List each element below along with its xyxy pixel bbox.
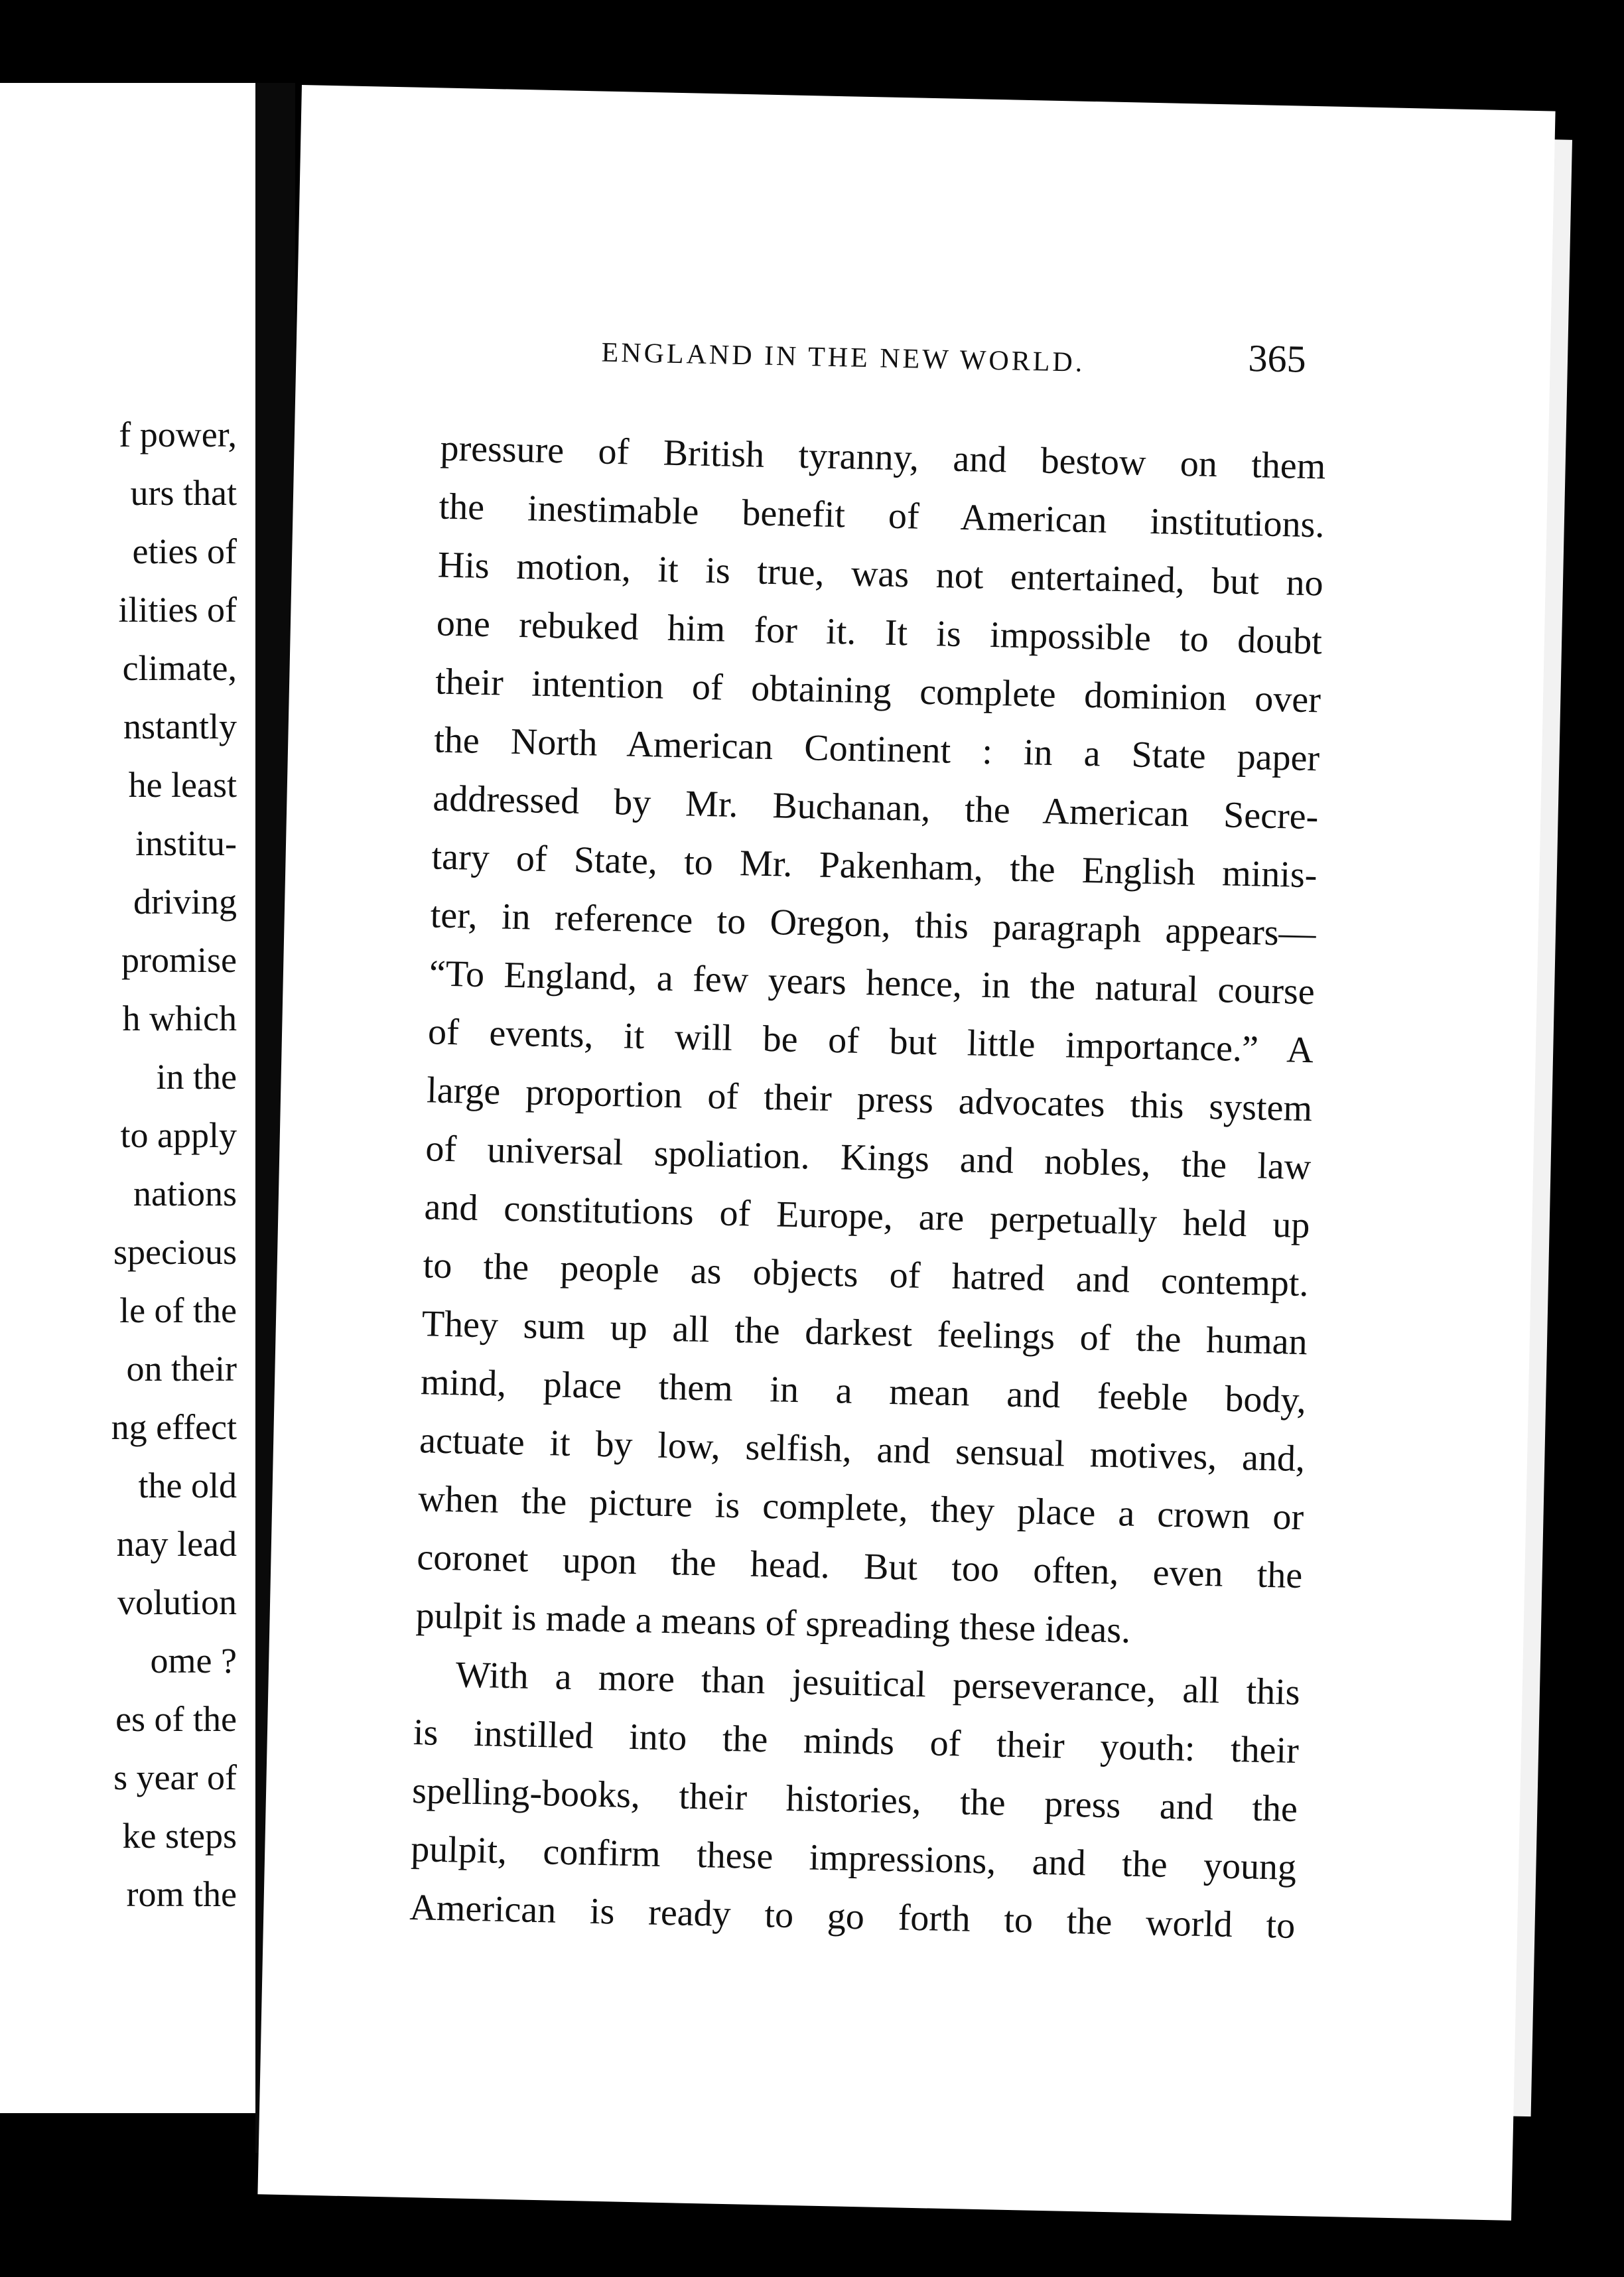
body-line: With a more than jesuitical perseverance, all this [455, 1654, 1301, 1714]
body-line: when the picture is complete, they place a crown or [417, 1478, 1304, 1539]
left-page-line: climate, [122, 648, 237, 688]
left-page-line: rom the [126, 1874, 237, 1914]
body-line: pulpit, confirm these impressions, and the young [410, 1828, 1297, 1888]
left-page-line: he least [128, 765, 237, 805]
left-page-line: institu- [135, 823, 237, 863]
left-page-line: eties of [132, 531, 237, 571]
body-line: large proportion of their press advocates this system [426, 1070, 1313, 1130]
body-line: the North American Continent : in a State paper [433, 719, 1320, 780]
left-page-line: h which [122, 999, 237, 1038]
left-page-line: to apply [120, 1115, 237, 1155]
body-line: the inestimable benefit of American institutions. [439, 486, 1325, 546]
body-line: ter, in reference to Oregon, this paragraph appears— [430, 894, 1317, 955]
body-line: “To England, a few years hence, in the natural course [429, 953, 1316, 1013]
body-line: to the people as objects of hatred and contempt. [423, 1245, 1310, 1305]
body-line: mind, place them in a mean and feeble body, [420, 1361, 1307, 1422]
right-page [257, 85, 1555, 2221]
body-line: pulpit is made a means of spreading these ideas. [415, 1595, 1131, 1651]
left-page-line: nay lead [116, 1524, 237, 1564]
left-page-line: in the [156, 1057, 237, 1097]
body-line: one rebuked him for it. It is impossible to doubt [436, 602, 1323, 663]
left-page-line: ke steps [122, 1816, 237, 1856]
left-page [0, 83, 255, 2113]
running-head: ENGLAND IN THE NEW WORLD. [601, 337, 1085, 378]
left-page-line: es of the [115, 1699, 237, 1739]
left-page-line: specious [113, 1232, 237, 1272]
left-page-line: nations [133, 1174, 237, 1213]
body-line: coronet upon the head. But too often, even the [416, 1537, 1303, 1597]
body-line: of events, it will be of but little importance.” A [427, 1011, 1314, 1071]
left-page-line: promise [121, 940, 237, 980]
body-line: and constitutions of Europe, are perpetually held up [423, 1186, 1310, 1247]
left-page-line: on their [126, 1349, 237, 1389]
left-page-line: le of the [119, 1290, 237, 1330]
body-line: They sum up all the darkest feelings of the human [421, 1303, 1308, 1363]
left-page-line: ng effect [111, 1407, 237, 1447]
left-page-line: nstantly [123, 707, 237, 746]
body-line: their intention of obtaining complete dominion over [435, 661, 1321, 721]
body-line: of universal spoliation. Kings and nobles, the law [425, 1128, 1312, 1188]
left-page-line: the old [138, 1466, 237, 1505]
left-page-line: f power, [119, 415, 237, 454]
left-page-line: s year of [113, 1758, 237, 1797]
body-line: addressed by Mr. Buchanan, the American Secre- [432, 778, 1319, 838]
left-page-line: volution [117, 1582, 237, 1622]
body-line: tary of State, to Mr. Pakenham, the English minis- [431, 836, 1318, 896]
body-line: pressure of British tyranny, and bestow on them [439, 427, 1326, 488]
left-page-line: urs that [130, 473, 237, 513]
left-page-line: driving [133, 882, 237, 922]
left-page-line: ome ? [150, 1641, 237, 1681]
body-line: His motion, it is true, was not entertained, but no [437, 544, 1324, 604]
body-line: is instilled into the minds of their youth: their [413, 1712, 1300, 1772]
left-page-line: ilities of [118, 590, 237, 630]
body-line: spelling-books, their histories, the press and the [411, 1770, 1298, 1830]
body-line: American is ready to go forth to the world to [409, 1887, 1296, 1947]
body-line: actuate it by low, selfish, and sensual motives, and, [419, 1420, 1306, 1480]
page-number: 365 [1248, 336, 1307, 381]
